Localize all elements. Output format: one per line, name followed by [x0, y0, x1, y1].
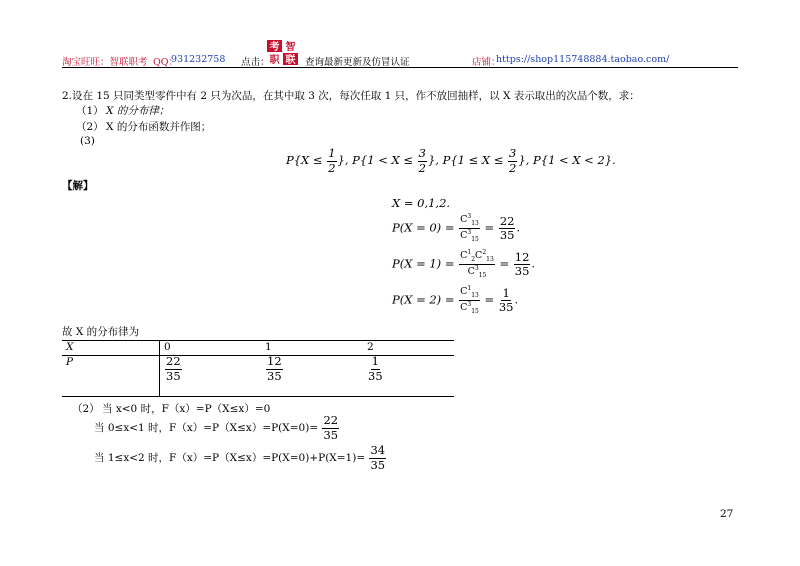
logo-char-zhi2: 职 — [269, 55, 280, 66]
x-values-line: X = 0,1,2. — [392, 196, 451, 210]
q3-b-post: }, — [427, 153, 439, 167]
zhilian-logo[interactable] — [267, 40, 299, 66]
q3-c-num: 3 — [509, 146, 517, 160]
table-cell-0: $\frac{22}{35}$ — [160, 356, 262, 397]
part2-line2-den: 35 — [323, 427, 339, 442]
table-cell-2: $\frac{1}{35}$ — [363, 356, 454, 397]
q3-c-den: 2 — [509, 160, 517, 175]
table-row — [62, 356, 454, 397]
table-cell-1: $\frac{12}{35}$ — [261, 356, 363, 397]
qq-label: QQ： — [153, 57, 179, 68]
q1-text: X 的分布律； — [106, 105, 170, 117]
q2-text: X 的分布函数并作图； — [106, 121, 212, 133]
table-header-row — [62, 341, 454, 356]
q3-expression — [286, 148, 616, 174]
table-header-0: 0 — [160, 341, 262, 356]
part2-line3-num: 34 — [370, 443, 386, 457]
header-divider — [62, 67, 738, 68]
q3-a-post: }, — [337, 153, 349, 167]
q3-end: . — [612, 153, 616, 167]
p1-equation: P(X = 1) = $\frac{C^1_2C^2_{13}}{C^3_{15}}$ = $\frac{12}{35}$ . — [392, 249, 536, 280]
q3-a-den: 2 — [328, 160, 336, 175]
table-row-label: P — [62, 356, 160, 397]
table-header-x: X — [62, 341, 160, 356]
logo-char-kao: 考 — [269, 42, 280, 53]
click-label: 点击： — [241, 57, 270, 68]
shop-label: 淘宝旺旺：智联职考 — [62, 57, 148, 68]
logo-char-zhi: 智 — [285, 42, 296, 53]
table-caption: 故 X 的分布律为 — [62, 326, 140, 338]
q3-c-post: }, — [518, 153, 530, 167]
p2-equation: P(X = 2) = $\frac{C^1_{13}}{C^3_{15}}$ = $\frac{1}{35}$ . — [392, 285, 519, 316]
logo-char-lian: 联 — [285, 55, 296, 66]
part2-line2 — [94, 415, 340, 441]
part2-line2-text: 当 0≤x<1 时，F（x）=P（X≤x）=P(X=0)= — [94, 422, 319, 434]
problem-stem: 2.设在 15 只同类型零件中有 2 只为次品，在其中取 3 次，每次任取 1 只，作不放回抽样，以 X 表示取出的次品个数，求： — [62, 90, 640, 102]
part2-line3-text: 当 1≤x<2 时，F（x）=P（X≤x）=P(X=0)+P(X=1)= — [94, 452, 366, 464]
q3-c-pre: P{1 ≤ X ≤ — [442, 153, 508, 167]
q3-b-pre: P{1 < X ≤ — [352, 153, 417, 167]
page-number: 27 — [720, 508, 734, 520]
query-link[interactable]: 查询最新更新及仿冒认证 — [305, 57, 410, 68]
qq-number: 931232758 — [171, 54, 226, 65]
distribution-table — [62, 340, 454, 397]
part2-line2-num: 22 — [323, 413, 339, 427]
q1-number: （1） — [76, 105, 104, 117]
solution-label: 【解】 — [62, 180, 94, 192]
part2-number: （2） — [72, 403, 100, 415]
part2-line1: 当 x<0 时，F（x）=P（X≤x）=0 — [102, 403, 271, 415]
q3-d: P{1 < X < 2} — [533, 153, 613, 167]
q3-a-pre: P{X ≤ — [286, 153, 327, 167]
q3-number: (3) — [80, 135, 95, 147]
q3-b-den: 2 — [418, 160, 426, 175]
q3-a-num: 1 — [328, 146, 336, 160]
table-header-2: 2 — [363, 341, 454, 356]
p0-equation: P(X = 0) = $\frac{C^3_{13}}{C^3_{15}}$ = $\frac{22}{35}$ . — [392, 213, 521, 244]
q3-b-num: 3 — [418, 146, 426, 160]
part2-line3 — [94, 445, 387, 471]
store-url-link[interactable]: https://shop115748884.taobao.com/ — [496, 54, 670, 65]
store-label: 店铺： — [472, 57, 501, 68]
q2-number: （2） — [76, 121, 104, 133]
part2-line3-den: 35 — [370, 457, 386, 472]
table-header-1: 1 — [261, 341, 363, 356]
